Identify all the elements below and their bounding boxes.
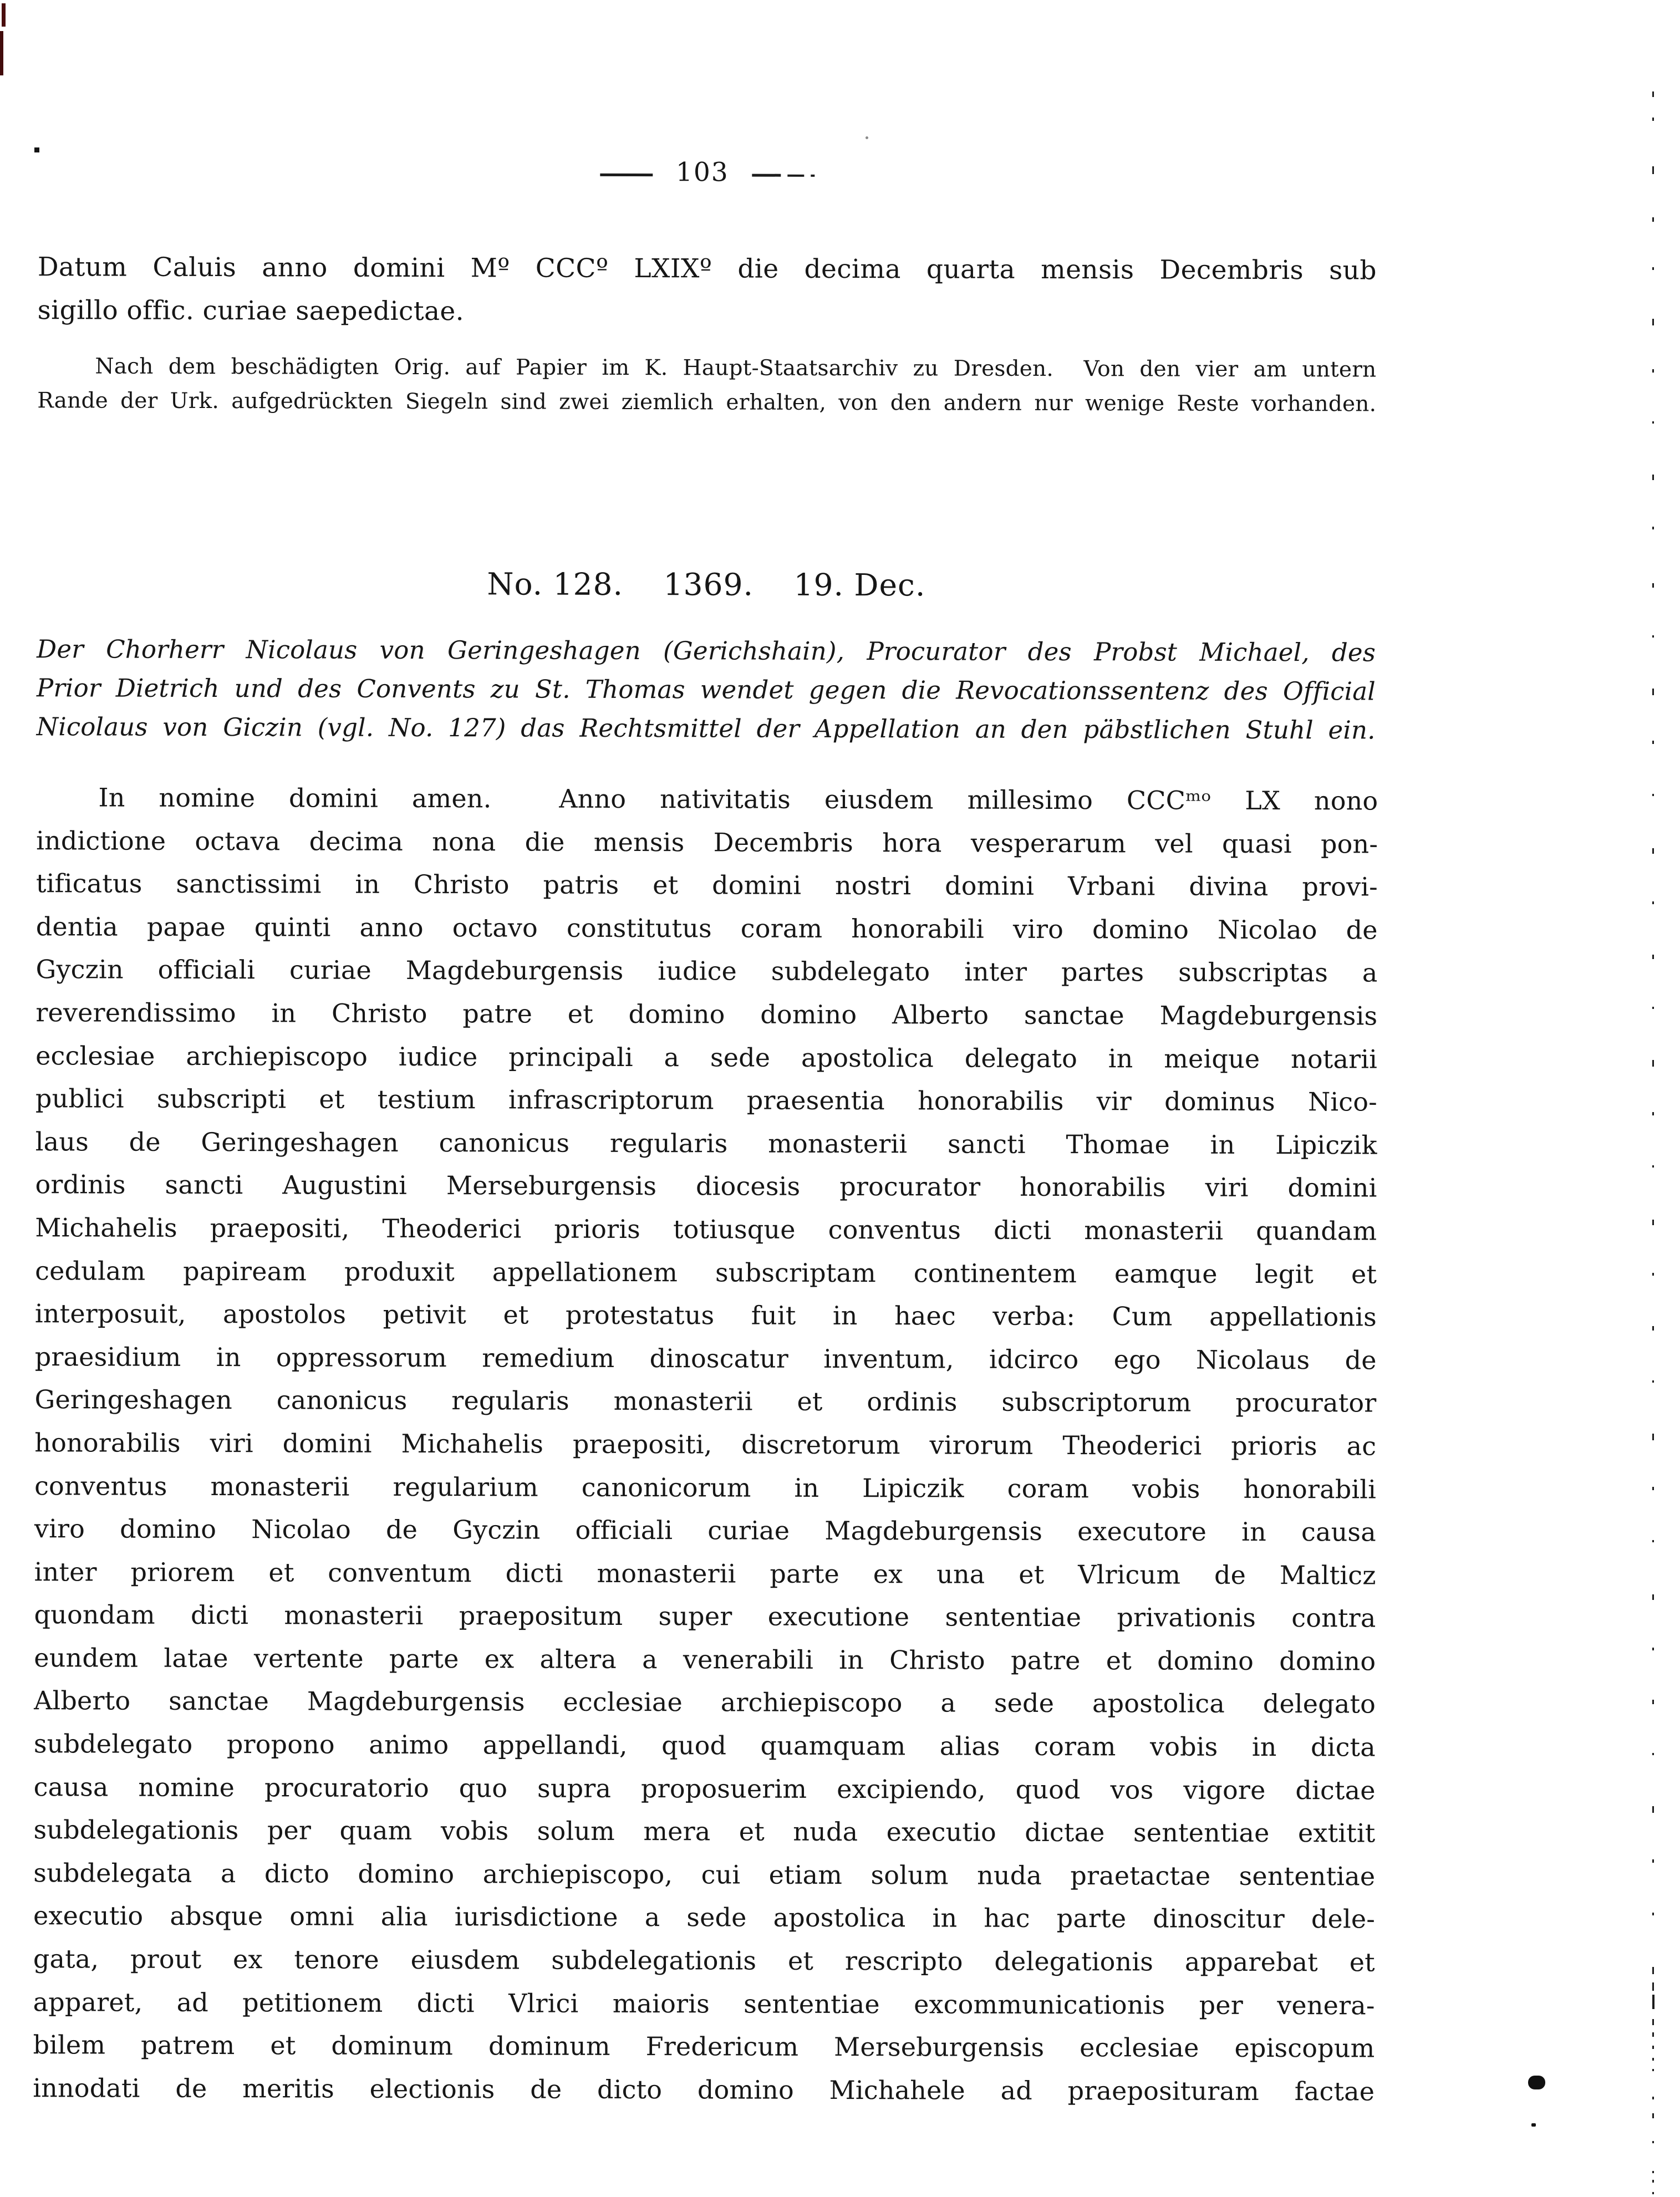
- scan-mark: [1652, 2171, 1654, 2173]
- previous-document-dating-clause: [38, 246, 1377, 335]
- scan-mark: [1652, 1326, 1654, 1331]
- scan-mark: [1528, 2076, 1545, 2089]
- scan-mark: [1652, 369, 1654, 373]
- archival-note-line: Rande der Urk. aufgedrückten Siegeln sind zwei ziemlich erhalten, von den andern nur wenige Reste vorhanden.: [37, 388, 1377, 417]
- body-line: In nomine domini amen. Anno nativitatis eiusdem millesimo CCCᵐᵒ LX nono: [98, 782, 1378, 816]
- body-line: praesidium in oppressorum remedium dinoscatur inventum, idcirco ego Nicolaus de: [34, 1341, 1377, 1375]
- body-line: viro domino Nicolao de Gyczin officiali curiae Magdeburgensis executore in causa: [34, 1513, 1376, 1547]
- scan-mark: [1652, 955, 1654, 959]
- body-line: bilem patrem et dominum dominum Fredericum Merseburgensis ecclesiae episcopum: [33, 2030, 1375, 2063]
- scan-mark: [1652, 901, 1654, 904]
- scan-mark: [866, 136, 868, 139]
- document-date: 19. Dec.: [793, 567, 926, 603]
- datum-line: Datum Caluis anno domini Mº CCCº LXIXº die decima quarta mensis Decembris sub: [37, 252, 1377, 286]
- scan-mark: [1652, 118, 1654, 121]
- scan-mark: [1652, 1594, 1654, 1600]
- scan-mark: [1652, 1487, 1654, 1490]
- scan-mark: [1652, 2069, 1654, 2071]
- body-line: honorabilis viri domini Michahelis praepositi, discretorum virorum Theoderici prioris ac: [34, 1428, 1377, 1461]
- scan-mark: [1652, 2032, 1654, 2037]
- body-line: reverendissimo in Christo patre et domino domino Alberto sanctae Magdeburgensis: [35, 997, 1378, 1031]
- scan-mark: [1652, 1859, 1654, 1863]
- scan-mark: [1652, 583, 1654, 588]
- scan-mark: [1652, 2192, 1654, 2194]
- scan-mark: [1652, 1165, 1654, 1168]
- scan-mark: [1652, 421, 1654, 424]
- regest-line: Nicolaus von Giczin (vgl. No. 127) das Rechtsmittel der Appellation an den päbstlichen Stuhl ein.: [36, 712, 1376, 745]
- scan-mark: [1652, 1982, 1654, 1991]
- body-line: publici subscripti et testium infrascriptorum praesentia honorabilis vir dominus Nico-: [35, 1083, 1378, 1117]
- scan-mark: [1652, 217, 1654, 222]
- body-line: ecclesiae archiepiscopo iudice principali a sede apostolica delegato in meique notarii: [35, 1040, 1378, 1074]
- body-line: quondam dicti monasterii praepositum super executione sententiae privationis contra: [34, 1599, 1376, 1633]
- scan-mark: [0, 31, 3, 75]
- body-line: inter priorem et conventum dicti monasterii parte ex una et Vlricum de Malticz: [34, 1556, 1376, 1591]
- scan-mark: [1652, 1540, 1654, 1542]
- scan-mark: [1652, 1380, 1654, 1383]
- scan-mark: [1652, 1995, 1654, 2009]
- body-line: gata, prout ex tenore eiusdem subdelegationis et rescripto delegationis apparebat et: [33, 1944, 1375, 1977]
- scan-mark: [1652, 1112, 1654, 1115]
- scan-mark: [1652, 848, 1654, 854]
- charter-body-text: [33, 776, 1378, 2113]
- scan-mark: [1652, 2058, 1654, 2061]
- scan-mark: [1652, 2019, 1654, 2025]
- scan-mark: [1652, 1967, 1654, 1974]
- archival-note: [37, 349, 1376, 421]
- scan-mark: [1652, 1220, 1654, 1225]
- body-line: subdelegationis per quam vobis solum mera et nuda executio dictae sententiae extitit: [33, 1814, 1376, 1848]
- document-number: No. 128.: [487, 566, 624, 602]
- document-year: 1369.: [663, 567, 754, 603]
- body-line: ordinis sancti Augustini Merseburgensis diocesis procurator honorabilis viri domini: [35, 1169, 1377, 1203]
- scan-mark: [1652, 1648, 1654, 1650]
- page-number-rule-right: [752, 174, 815, 177]
- scan-mark: [1652, 2141, 1654, 2143]
- body-line: executio absque omni alia iurisdictione a sede apostolica in hac parte dinoscitur dele-: [33, 1900, 1376, 1934]
- page-number-rule-right-dot: [811, 174, 815, 176]
- scan-mark: [1652, 319, 1654, 325]
- scan-mark: [1652, 267, 1654, 270]
- body-line: eundem latae vertente parte ex altera a venerabili in Christo patre et domino domino: [34, 1643, 1376, 1676]
- body-line: dentia papae quinti anno octavo constitutus coram honorabili viro domino Nicolao de: [35, 911, 1378, 945]
- body-line: subdelegato propono animo appellandi, quod quamquam alias coram vobis in dicta: [33, 1729, 1376, 1762]
- scan-mark: [1652, 1273, 1654, 1276]
- document-heading: [37, 564, 1376, 604]
- scan-mark: [1652, 1806, 1654, 1813]
- body-line: Gyczin officiali curiae Magdeburgensis iudice subdelegato inter partes subscriptas a: [35, 954, 1378, 988]
- scan-mark: [1652, 635, 1654, 638]
- scan-mark: [1652, 741, 1654, 744]
- regest-summary: [37, 630, 1376, 750]
- scan-mark: [1652, 91, 1654, 97]
- body-line: cedulam papiream produxit appellationem subscriptam continentem eamque legit et: [35, 1255, 1377, 1289]
- scan-mark: [1652, 1753, 1654, 1755]
- scan-mark: [1652, 1700, 1654, 1704]
- scan-mark: [1652, 1007, 1654, 1009]
- body-line: Michahelis praepositi, Theoderici prioris totiusque conventus dicti monasterii quandam: [35, 1212, 1377, 1246]
- scan-mark: [1652, 527, 1654, 529]
- archival-note-line: Nach dem beschädigten Orig. auf Papier im K. Haupt-Staatsarchiv zu Dresden. Von den vier am untern: [95, 354, 1377, 383]
- page-number-rule-right-segment: [752, 174, 781, 177]
- page-number: 103: [675, 157, 729, 188]
- scan-mark: [1652, 2113, 1654, 2118]
- body-line: apparet, ad petitionem dicti Vlrici maioris sententiae excommunicationis per venera-: [33, 1986, 1375, 2021]
- scan-mark: [34, 147, 39, 152]
- page-number-rule-right-segment: [788, 174, 805, 176]
- body-line: Geringeshagen canonicus regularis monasterii et ordinis subscriptorum procurator: [34, 1384, 1377, 1418]
- body-line: Alberto sanctae Magdeburgensis ecclesiae archiepiscopo a sede apostolica delegato: [34, 1685, 1376, 1720]
- scan-mark: [1652, 1060, 1654, 1067]
- body-line: laus de Geringeshagen canonicus regularis monasterii sancti Thomae in Lipiczik: [35, 1126, 1377, 1160]
- body-line: subdelegata a dicto domino archiepiscopo, cui etiam solum nuda praetactae sententiae: [33, 1858, 1376, 1892]
- scan-mark: [1652, 794, 1654, 796]
- datum-line: sigillo offic. curiae saepedictae.: [37, 295, 465, 327]
- scan-mark: [1531, 2123, 1536, 2127]
- scan-mark: [1652, 1913, 1654, 1915]
- scan-mark: [1652, 166, 1654, 174]
- page-number-rule-left: [600, 174, 653, 176]
- scan-mark: [1652, 689, 1654, 695]
- body-line: conventus monasterii regularium canonicorum in Lipiczik coram vobis honorabili: [34, 1470, 1377, 1505]
- body-line: tificatus sanctissimi in Christo patris et domini nostri domini Vrbani divina provi-: [35, 868, 1378, 902]
- scan-mark: [2, 3, 6, 27]
- scan-mark: [1652, 2046, 1654, 2049]
- scan-mark: [1652, 1434, 1654, 1440]
- regest-line: Der Chorherr Nicolaus von Geringeshagen (Gerichshain), Procurator des Probst Michael, des: [37, 634, 1376, 667]
- body-line: interposuit, apostolos petivit et protestatus fuit in haec verba: Cum appellationis: [34, 1298, 1377, 1332]
- scan-mark: [1652, 2097, 1654, 2099]
- scan-mark: [1652, 475, 1654, 480]
- body-line: innodati de meritis electionis de dicto domino Michahele ad praeposituram factae: [33, 2073, 1375, 2107]
- body-line: indictione octava decima nona die mensis Decembris hora vesperarum vel quasi pon-: [36, 825, 1378, 859]
- body-line: causa nomine procuratorio quo supra proposuerim excipiendo, quod vos vigore dictae: [33, 1771, 1376, 1806]
- page-header: [38, 157, 1377, 187]
- regest-line: Prior Dietrich und des Convents zu St. Thomas wendet gegen die Revocationssentenz des Official: [36, 673, 1376, 706]
- scan-mark: [1652, 2180, 1654, 2183]
